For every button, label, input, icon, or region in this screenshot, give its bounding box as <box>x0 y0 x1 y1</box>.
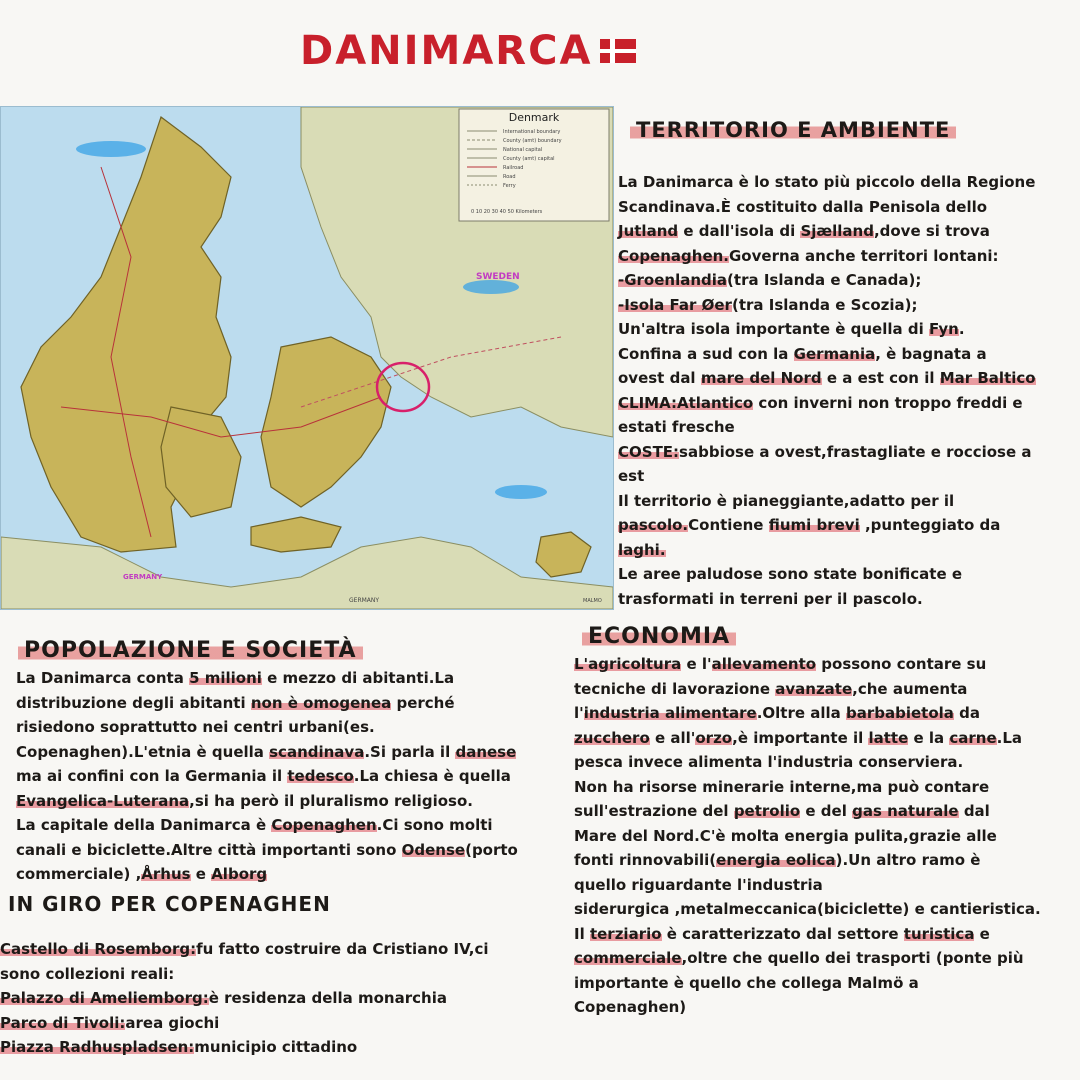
highlighted-term: gas naturale <box>852 802 959 820</box>
economia-line <box>574 750 1080 775</box>
highlighted-term: mare del Nord <box>700 369 822 387</box>
text-segment: .Si parla il <box>364 742 456 761</box>
highlighted-term: CLIMA:Atlantico <box>618 393 754 412</box>
text-segment: (porto <box>465 840 518 859</box>
denmark-flag-icon <box>600 39 636 63</box>
giro-line <box>0 937 560 962</box>
highlighted-term: carne <box>949 728 997 747</box>
territorio-line <box>618 219 1080 244</box>
text-segment: siderurgica ,metalmeccanica(biciclette) e cantieristica. <box>574 900 1041 918</box>
economia-line <box>574 922 1080 947</box>
text-segment: La capitale della Danimarca è <box>16 816 272 834</box>
highlighted-term: zucchero <box>574 728 650 747</box>
economia-line <box>574 726 1080 751</box>
denmark-map <box>0 106 614 610</box>
text-segment: sono collezioni reali: <box>0 964 175 983</box>
text-segment: e <box>190 865 212 883</box>
text-segment: fu fatto costruire da Cristiano IV,ci <box>196 940 489 958</box>
text-segment: Il <box>574 924 590 943</box>
giro-line <box>0 1035 560 1060</box>
map-label-germany-bottom: GERMANY <box>349 597 380 604</box>
text-segment: area giochi <box>125 1013 220 1032</box>
highlighted-term: avanzate <box>775 679 853 698</box>
giro-heading-text: IN GIRO PER COPENAGHEN <box>8 892 331 916</box>
economia-line <box>574 652 1080 677</box>
highlighted-term: commerciale <box>574 949 682 967</box>
text-segment: La Danimarca è lo stato più piccolo della Regione <box>618 173 1036 191</box>
text-segment: ma ai confini con la Germania il <box>16 767 288 785</box>
highlighted-term: Fyn <box>928 320 959 338</box>
economia-line <box>574 995 1080 1020</box>
highlighted-term: COSTE: <box>618 442 680 461</box>
economia-text <box>574 652 1080 1020</box>
giro-line <box>0 986 560 1011</box>
popolazione-line <box>16 764 572 789</box>
map-title: Denmark <box>508 111 560 124</box>
text-segment: canali e biciclette.Altre città importanti sono <box>16 840 402 859</box>
highlighted-term: Alborg <box>211 865 268 883</box>
economia-line <box>574 799 1080 824</box>
territorio-line <box>618 293 1080 318</box>
text-segment: perché <box>391 693 455 712</box>
giro-heading <box>8 892 331 916</box>
text-segment: dal <box>958 802 990 820</box>
territorio-text <box>618 170 1080 611</box>
highlighted-term: laghi. <box>618 540 666 559</box>
text-segment: Non ha risorse minerarie interne,ma può contare <box>574 777 990 796</box>
text-segment: ,che aumenta <box>852 679 968 698</box>
highlighted-term: Odense <box>401 840 466 859</box>
economia-line <box>574 824 1080 849</box>
highlighted-term: Castello di Rosemborg: <box>0 940 197 958</box>
map-legend-6: Ferry <box>503 183 516 189</box>
economia-heading-text: ECONOMIA <box>582 624 736 649</box>
text-segment: sull'estrazione del <box>574 802 734 820</box>
map-legend-4: Railroad <box>503 165 524 171</box>
economia-line <box>574 873 1080 898</box>
territorio-line <box>618 317 1080 342</box>
text-segment: Le aree paludose sono state bonificate e <box>618 565 963 583</box>
territorio-line <box>618 366 1080 391</box>
text-segment: Copenaghen) <box>574 998 687 1016</box>
text-segment: risiedono soprattutto nei centri urbani(es. <box>16 718 375 736</box>
page-title-text: DANIMARCA <box>300 28 593 74</box>
text-segment: estati fresche <box>618 418 735 436</box>
highlighted-term: Jutland <box>618 222 679 240</box>
territorio-line <box>618 513 1080 538</box>
popolazione-line <box>16 666 572 691</box>
territorio-line <box>618 268 1080 293</box>
map-legend-3: County (amt) capital <box>503 156 555 162</box>
map-graphic <box>1 107 613 609</box>
text-segment: Mare del Nord.C'è molta energia pulita,grazie alle <box>574 826 997 845</box>
territorio-heading <box>630 118 956 142</box>
highlighted-term: Palazzo di Ameliemborg: <box>0 989 209 1007</box>
text-segment: est <box>618 467 645 485</box>
territorio-line <box>618 489 1080 514</box>
text-segment: La Danimarca conta <box>16 669 190 687</box>
text-segment: ,dove si trova <box>873 222 990 240</box>
popolazione-text <box>16 666 572 887</box>
map-legend-1: County (amt) boundary <box>503 138 562 144</box>
economia-line <box>574 701 1080 726</box>
popolazione-heading <box>18 638 363 663</box>
text-segment: importante è quello che collega Malmö a <box>574 973 919 992</box>
text-segment: e mezzo di abitanti.La <box>261 669 455 687</box>
territorio-line <box>618 195 1080 220</box>
highlighted-term: Copenaghen <box>271 816 377 834</box>
giro-text <box>0 937 560 1060</box>
territorio-line <box>618 440 1080 465</box>
text-segment: e dall'isola di <box>678 222 801 240</box>
highlighted-term: orzo <box>695 728 733 747</box>
text-segment: Confina a sud con la <box>618 344 794 363</box>
text-segment: ,punteggiato da <box>859 516 1001 534</box>
economia-line <box>574 971 1080 996</box>
popolazione-line <box>16 838 572 863</box>
popolazione-heading-text: POPOLAZIONE E SOCIETÀ <box>18 638 363 663</box>
economia-line <box>574 897 1080 922</box>
territorio-line <box>618 342 1080 367</box>
giro-line <box>0 962 560 987</box>
territorio-line <box>618 244 1080 269</box>
text-segment: ).Un altro ramo è <box>835 851 981 869</box>
text-segment: ,è importante il <box>732 728 869 747</box>
text-segment: con inverni non troppo freddi e <box>753 393 1023 412</box>
highlighted-term: Evangelica-Luterana <box>16 791 190 810</box>
text-segment: fonti rinnovabili( <box>574 851 717 869</box>
text-segment: Copenaghen).L'etnia è quella <box>16 742 270 761</box>
highlighted-term: latte <box>868 728 909 747</box>
text-segment: ,oltre che quello dei trasporti (ponte più <box>681 949 1024 967</box>
map-legend-2: National capital <box>503 147 543 153</box>
popolazione-line <box>16 715 572 740</box>
popolazione-line <box>16 691 572 716</box>
text-segment: .La <box>996 728 1023 747</box>
territorio-line <box>618 415 1080 440</box>
economia-heading <box>582 624 736 649</box>
text-segment: . <box>958 320 965 338</box>
highlighted-term: petrolio <box>733 802 801 820</box>
giro-line <box>0 1011 560 1036</box>
territorio-line <box>618 562 1080 587</box>
territorio-line <box>618 391 1080 416</box>
text-segment: Scandinava.È costituito dalla Penisola dello <box>618 197 988 216</box>
highlighted-term: barbabietola <box>846 704 954 722</box>
territorio-line <box>618 464 1080 489</box>
text-segment: pesca invece alimenta l'industria conserviera. <box>574 753 964 771</box>
highlighted-term: L'agricoltura <box>574 655 682 673</box>
highlighted-term: turistica <box>903 924 975 943</box>
territorio-line <box>618 587 1080 612</box>
highlighted-term: Piazza Radhuspladsen: <box>0 1038 195 1056</box>
highlighted-term: Mar Baltico <box>939 369 1036 387</box>
text-segment: trasformati in terreni per il pascolo. <box>618 589 923 608</box>
page-title <box>300 28 636 74</box>
text-segment: e <box>974 924 990 943</box>
highlighted-term: Copenaghen. <box>618 246 729 265</box>
highlighted-term: scandinava <box>269 742 365 761</box>
text-segment: Governa anche territori lontani: <box>729 246 999 265</box>
highlighted-term: danese <box>455 742 517 761</box>
map-label-malmo: MALMO <box>583 598 602 604</box>
map-label-sweden: SWEDEN <box>476 272 520 282</box>
highlighted-term: tedesco <box>287 767 354 785</box>
text-segment: municipio cittadino <box>194 1038 358 1056</box>
highlighted-term: terziario <box>589 924 662 943</box>
economia-line <box>574 677 1080 702</box>
popolazione-line <box>16 813 572 838</box>
text-segment: è residenza della monarchia <box>208 989 447 1007</box>
highlighted-term: -Groenlandia <box>618 271 728 289</box>
highlighted-term: 5 milioni <box>189 669 262 687</box>
map-label-germany: GERMANY <box>123 573 163 581</box>
text-segment: Contiene <box>688 516 769 534</box>
economia-line <box>574 775 1080 800</box>
economia-line <box>574 848 1080 873</box>
text-segment: sabbiose a ovest,frastagliate e rocciose a <box>679 442 1032 461</box>
text-segment: .Ci sono molti <box>376 816 493 834</box>
text-segment: tecniche di lavorazione <box>574 679 776 698</box>
text-segment: commerciale) , <box>16 865 142 883</box>
highlighted-term: fiumi brevi <box>768 516 860 534</box>
text-segment: e la <box>908 728 950 747</box>
highlighted-term: -Isola Far Øer <box>618 295 732 314</box>
territorio-line <box>618 538 1080 563</box>
map-legend-5: Road <box>503 174 516 180</box>
text-segment: distribuzione degli abitanti <box>16 693 251 712</box>
text-segment: e all' <box>649 728 696 747</box>
text-segment: e l' <box>681 655 712 673</box>
map-scale: 0 10 20 30 40 50 Kilometers <box>471 209 543 215</box>
text-segment: , è bagnata a <box>875 344 987 363</box>
popolazione-line <box>16 789 572 814</box>
highlighted-term: industria alimentare <box>583 704 757 722</box>
text-segment: Il territorio è pianeggiante,adatto per il <box>618 491 955 510</box>
text-segment: quello riguardante l'industria <box>574 875 823 894</box>
text-segment: ,si ha però il pluralismo religioso. <box>189 791 473 810</box>
economia-line <box>574 946 1080 971</box>
highlighted-term: Germania <box>793 344 876 363</box>
text-segment: e del <box>800 802 853 820</box>
popolazione-line <box>16 740 572 765</box>
map-legend-0: International boundary <box>503 129 561 135</box>
text-segment: .La chiesa è quella <box>353 767 511 785</box>
text-segment: (tra Islanda e Scozia); <box>731 295 918 314</box>
popolazione-line <box>16 862 572 887</box>
text-segment: e a est con il <box>821 369 940 387</box>
highlighted-term: allevamento <box>711 655 817 673</box>
highlighted-term: energia eolica <box>716 851 836 869</box>
text-segment: l' <box>574 704 584 722</box>
text-segment: Un'altra isola importante è quella di <box>618 320 929 338</box>
text-segment: ovest dal <box>618 369 701 387</box>
text-segment: .Oltre alla <box>756 704 847 722</box>
territorio-heading-text: TERRITORIO E AMBIENTE <box>630 118 956 142</box>
text-segment: possono contare su <box>816 655 987 673</box>
highlighted-term: pascolo. <box>618 516 689 534</box>
highlighted-term: Sjælland <box>800 222 874 240</box>
highlighted-term: non è omogenea <box>250 693 392 712</box>
territorio-line <box>618 170 1080 195</box>
highlighted-term: Århus <box>141 865 191 883</box>
text-segment: da <box>953 704 981 722</box>
text-segment: (tra Islanda e Canada); <box>727 271 922 289</box>
highlighted-term: Parco di Tivoli: <box>0 1013 126 1032</box>
text-segment: è caratterizzato dal settore <box>661 924 904 943</box>
